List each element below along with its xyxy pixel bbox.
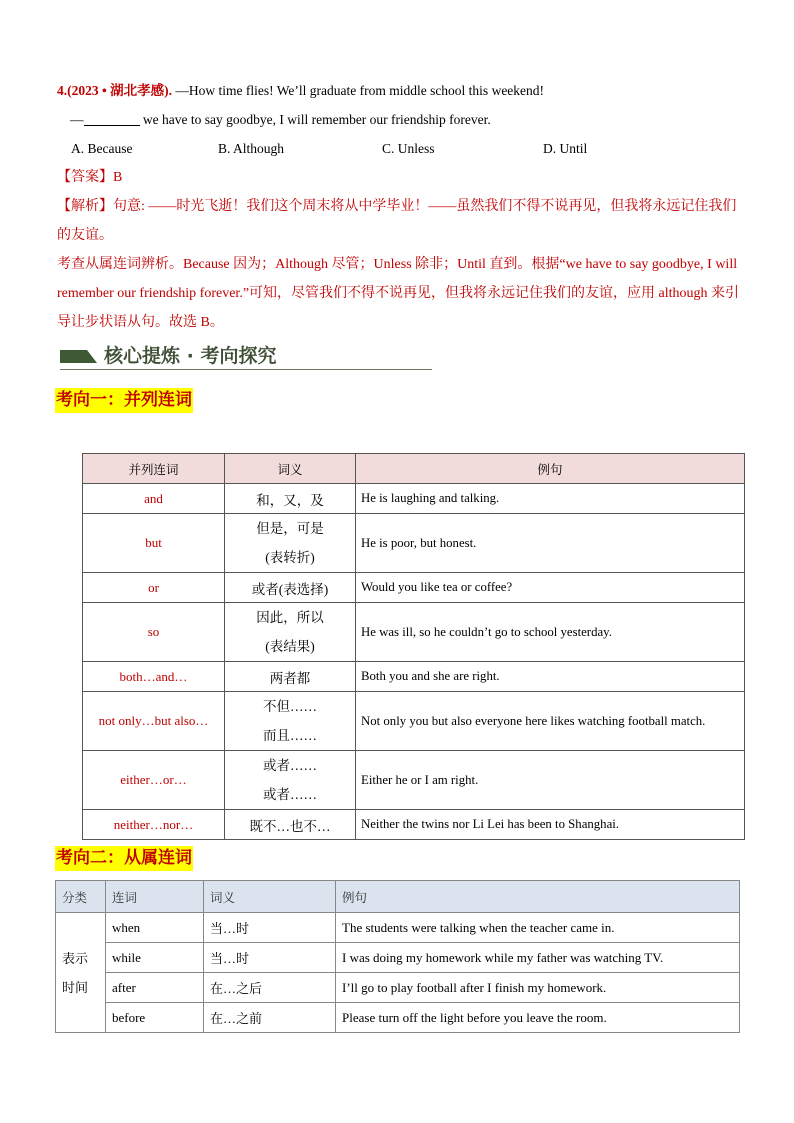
meaning-line: 或者…… [263,787,317,802]
category-cell [56,913,106,1033]
conjunction-cell: or [83,573,225,603]
topic2-title: 考向二：从属连词 [55,846,193,871]
meaning-cell [225,514,356,573]
answer-blank [84,112,140,126]
table-row [83,751,745,810]
header-category: 分类 [56,881,106,913]
category-line: 时间 [62,979,89,995]
analysis-paragraph-1 [57,192,741,250]
meaning-line: (表转折) [265,550,315,565]
conjunction-cell: after [106,973,204,1003]
conjunction-cell: either…or… [83,751,225,810]
section-title: 核心提炼 · 考向探究 [104,345,277,367]
analysis-label: 【解析】 [57,199,113,214]
meaning-line: 但是，可是 [256,521,324,536]
section-heading [60,343,432,371]
option-c: C. Unless [382,141,435,156]
meaning-line: 不但…… [263,699,317,714]
table-row [83,662,745,692]
conjunction-cell: neither…nor… [83,810,225,840]
question-response-line [57,105,741,134]
question-stem: —How time flies! We’ll graduate from middle school this weekend! [171,83,545,98]
example-cell: He is poor, but honest. [356,514,745,573]
header-example: 例句 [336,881,740,913]
conjunction-cell: not only…but also… [83,692,225,751]
table-row [56,913,740,943]
coordinating-conjunctions-table [82,453,745,840]
conjunction-cell: while [106,943,204,973]
table-row [83,692,745,751]
question-block [57,76,741,337]
question-stem-2: we have to say goodbye, I will remember our friendship forever. [139,112,491,127]
analysis-paragraph-2: 考查从属连词辨析。Because 因为；Although 尽管；Unless 除非；Until 直到。根据“we have to say goodbye, I will remember our friendship forever.”可知，尽管我们不得不说再见，但我将永远记住我们的友谊，应用 although 来引导让步状语从句。故选 B。 [57,257,740,330]
table-row [56,943,740,973]
table-row [83,810,745,840]
example-cell: Both you and she are right. [356,662,745,692]
meaning-cell: 两者都 [225,662,356,692]
meaning-cell: 在…之后 [204,973,336,1003]
meaning-line: 或者…… [263,758,317,773]
analysis [57,192,741,337]
meaning-line: 而且…… [263,728,317,743]
conjunction-cell: so [83,603,225,662]
table-row [83,603,745,662]
example-cell: Either he or I am right. [356,751,745,810]
category-line: 表示 [62,950,89,966]
analysis-text-1: 句意: ——时光飞逝！我们这个周末将从中学毕业！——虽然我们不得不说再见，但我将永远记住我们的友谊。 [57,199,737,243]
example-cell: Neither the twins nor Li Lei has been to Shanghai. [356,810,745,840]
answer-value: B [113,170,123,185]
table-row [83,484,745,514]
header-conjunction: 连词 [106,881,204,913]
response-dash: — [70,112,84,127]
header-meaning: 词义 [204,881,336,913]
section-bar-icon [60,348,98,364]
meaning-cell [225,692,356,751]
example-cell: Not only you but also everyone here likes watching football match. [356,692,745,751]
meaning-cell: 当…时 [204,943,336,973]
example-cell: Would you like tea or coffee? [356,573,745,603]
options-row [57,134,741,163]
meaning-cell: 或者(表选择) [225,573,356,603]
meaning-line: (表结果) [265,639,315,654]
answer-line [57,163,741,192]
section-underline [60,369,432,370]
table-row [83,514,745,573]
meaning-cell: 和，又，及 [225,484,356,514]
meaning-cell [225,603,356,662]
topic1-title: 考向一：并列连词 [55,388,193,413]
conjunction-cell: both…and… [83,662,225,692]
table-row [83,573,745,603]
example-cell: He was ill, so he couldn’t go to school yesterday. [356,603,745,662]
example-cell: Please turn off the light before you leave the room. [336,1003,740,1033]
answer-label: 【答案】 [57,170,113,185]
conjunction-cell: when [106,913,204,943]
meaning-cell: 在…之前 [204,1003,336,1033]
conjunction-cell: and [83,484,225,514]
meaning-cell: 既不…也不… [225,810,356,840]
example-cell: I was doing my homework while my father was watching TV. [336,943,740,973]
table-row [56,1003,740,1033]
question-stem-line [57,76,741,105]
meaning-cell [225,751,356,810]
conjunction-cell: before [106,1003,204,1033]
example-cell: The students were talking when the teacher came in. [336,913,740,943]
conjunction-cell: but [83,514,225,573]
header-meaning: 词义 [225,454,356,484]
example-cell: I’ll go to play football after I finish my homework. [336,973,740,1003]
meaning-cell: 当…时 [204,913,336,943]
table-header-row [83,454,745,484]
table-header-row [56,881,740,913]
subordinating-conjunctions-table [55,880,740,1033]
option-b: B. Although [218,141,285,156]
option-a: A. Because [71,141,133,156]
question-source: 4.(2023 • 湖北孝感). [57,83,172,98]
header-example: 例句 [356,454,745,484]
option-d: D. Until [543,141,588,156]
meaning-line: 因此，所以 [256,610,324,625]
table-row [56,973,740,1003]
example-cell: He is laughing and talking. [356,484,745,514]
header-conjunction: 并列连词 [83,454,225,484]
